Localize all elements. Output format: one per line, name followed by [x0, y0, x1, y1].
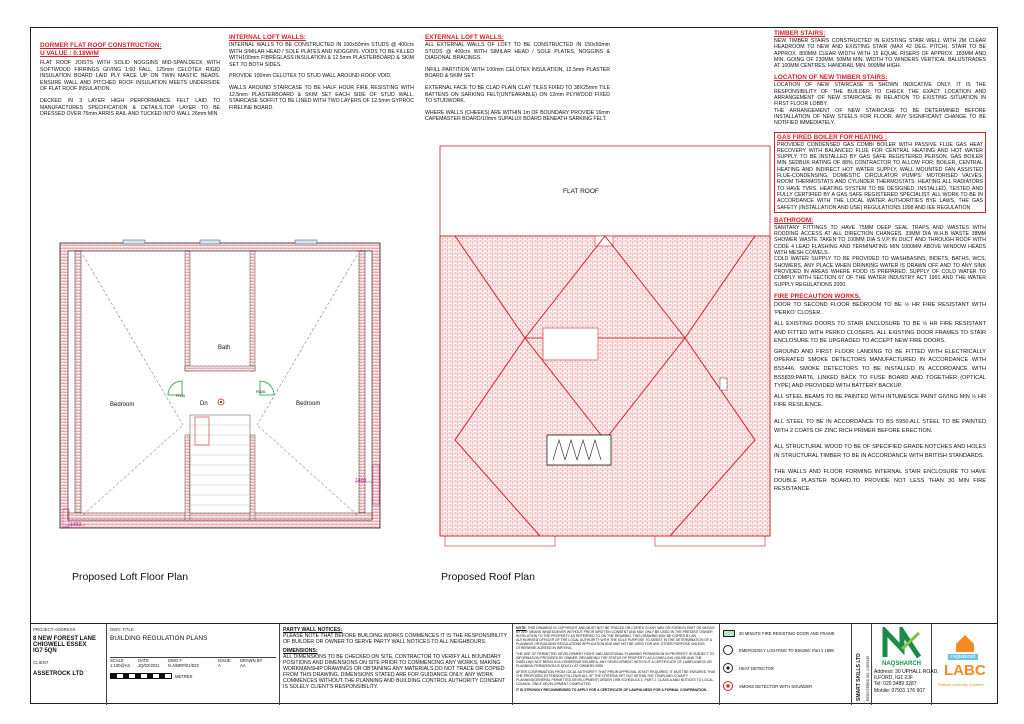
room-label-bath: Bath	[218, 345, 231, 351]
project-address-label: PROJECT ADDRESS	[33, 627, 76, 632]
company-cell	[872, 624, 939, 705]
logo-text: NAQSHARCH	[882, 661, 921, 667]
company-mobile: Mobile: 07931 176 907	[874, 687, 925, 694]
external-walls-title: EXTERNAL LOFT WALLS:	[425, 34, 505, 41]
dwg-title: BUILDING REGULATION PLANS	[110, 635, 208, 642]
issue-label: ISSUE	[218, 658, 231, 663]
legend-item: SMOKE DETECTOR WITH SOUNDER	[739, 683, 813, 689]
flat-roof-label: FLAT ROOF	[563, 188, 599, 195]
room-label-bedroom: Bedroom	[296, 401, 321, 407]
smoke-detector-legend-icon	[723, 681, 733, 691]
room-label-bedroom: Bedroom	[110, 402, 135, 408]
fire-door-label: FD30	[176, 394, 186, 398]
naqsharch-logo	[881, 627, 923, 661]
fire-paragraph: ALL STRUCTURAL WOOD TO BE OF SPECIFIED GRADE.NOTCHES AND HOLES IN STRUCTURAL TIMBER TO BE IN ACCORDANCE WITH BRITISH STANDARDS.	[774, 444, 986, 459]
scale-value: 1:100@A3	[110, 663, 130, 668]
staircase	[190, 415, 250, 513]
dwg-no-label: DWG #	[168, 658, 182, 663]
boiler-box	[774, 132, 986, 213]
dwg-title-label: DWG TITLE	[110, 627, 134, 632]
labc-badge: registered	[948, 654, 978, 660]
legend-cell	[720, 624, 852, 705]
fire-door-label: FD30	[256, 390, 266, 394]
location-paragraph: THE ARRANGEMENT OF NEW STAIRCASE TO BE DETERMINED BEFORE INSTALLATION OF NEW STEELS FOR FLOOR. ANY SIGNIFICANT CHANGE TO BE NOTIFIED IMMEDIATELY.	[774, 107, 986, 127]
note-text: THE USE OF PERMITTED DEVELOPMENT RIGHT AND ADDITIONAL PLANNING PERMISSION IN PROPERTY IS SUBJECT TO INFORMATION PROVIDED BY OWNER. REGARDING THE STATUS OF PROPERTY AS A DWELLING HOUSE AND THE DWELLING NOT BEING IN A CONSERVATION AREA. ANY DEVELOPMENT WITH OUT A CERTIFICATE OF LAWFULNESS OR PLANNING PERMISSION IS SOLELY AT OWNERS RISK.	[516, 652, 715, 668]
stair-dn-label: Dn	[200, 401, 208, 407]
legend-item: EMERGENCY LIGHTING TO BS5266: Part 1 1988	[739, 647, 834, 653]
issue-value: A	[218, 663, 221, 668]
note-text: THIS DRAWING IS COPYRIGHT AND MUST NOT BE TRACED OR COPIED IN ANY WAY OR FORM IN PART OR WHOLE BY ANY MEANS WHATSOEVER WITHOUT PRIOR WRITTEN CONSENT AND MAY ONLY BE USED IN THE PRESENT OWNER IN RELATION TO THE PROPERTY AS REFERRED TO ON THE DRAWING. THIS DRAWING MAY BE COPIED BY AN AUTHORISED OFFICER OF THE LOCAL AUTHORITY WITH THE SOLE PURPOSE TO ASSIST IN THE DETERMINATION OF A PLANNING OR BUILDING REGULATIONS APPLICATION AND MAY NOT BE USED FOR ANY OTHER PURPOSE UNLESS OTHERWISE AGREED IN WRITING.	[516, 626, 715, 650]
roof-plan	[425, 140, 775, 550]
fire-paragraph: ALL EXISTING DOORS TO STAIR ENCLOSURE TO BE ½ HR FIRE RESISTANT AND FITTED WITH PERKO CLOSERS. ALL EXISTING DOOR FRAMES TO STAIR ENCLOSURE TO BE UPGRADED TO ACCEPT NEW FIRE DOORS.	[774, 320, 986, 345]
date-value: JQ/02/2021	[138, 663, 160, 668]
drawing-info-cell	[107, 624, 280, 705]
location-paragraph: LOCATION OF NEW STAIRCASE IS SHOWN INDICATIVE ONLY. IT IS THE RESPONSIBILITY OF THE BUILDER TO CHECK THE EXACT LOCATION AND ARRANGEMENT OF NEW STAIRCASE IN RELATION TO EXISTING SITUATION IN FIRST FLOOR LOBBY.	[774, 82, 986, 108]
external-walls-notes	[425, 34, 610, 128]
external-walls-paragraph: WHERE WALLS (CHEEKS) ARE WITHIN 1m OF BOUNDARY PROVIDE 16mm CAPEMASTER BOARD/10mm SUPALUX BOARD BENEATH SARKING FELT.	[425, 109, 610, 123]
labc-house-icon	[954, 632, 976, 654]
labc-logo	[938, 632, 992, 694]
boiler-paragraph: PROVIDED CONDENSED GAS COMBI BOILER WITH PASSIVE FLUE GAS HEAT RECOVERY WITH BALANCED FLUE FOR CENTRAL HEATING AND HOT WATER SUPPLY. TO BE INSTALLED BY GAS SAFE REGISTERED PERSON. GAS BOILER MIN SEDBUK RATING OF 88% CONTRACTOR TO ALLOW FOR; BOILER, CENTRAL HEATING AND INDIRECT HOT WATER SUPPLY, WALL MOUNTED FAN ASSISTED FLUE-CONDENSING, DOMESTIC CIRCULATOR PUMPS: MOTORISED VALVES, ROOM THERMOSTATS AND CYLINDER THERMOSTATS. HEATING ALL RADIATORS TO HAVE TVRS. HEATING SYSTEM TO BE DESIGNED, INSTALLED, TESTED AND FULLY CERTIFIED BY A GAS SAFE REGISTERED SPECIALIST. ALL WORK TO BE IN ACCORDANCE WITH THE LOCAL WATER AUTHORITIES BYE LAWS, THE GAS SAFETY (INSTALLATION AND USE) REGULATIONS 1998 AND IEE REGULATION	[777, 141, 983, 211]
flat-roof-area	[440, 146, 770, 236]
dormer-paragraph: DECKED IN 3 LAYER HIGH PERFORMANCE FELT LAID TO MANUFACTURES SPECIFICATION & DETAILS.TOP LAYER TO BE DRESSED OVER 75mm ARRIS RAIL AND TUCKED INTO WALL 26mm MIN	[40, 97, 220, 118]
dimension-label: 1400	[355, 478, 367, 484]
legend-item: HEAT DETECTOR	[739, 665, 774, 671]
boiler-title: GAS FIRED BOILER FOR HEATING :	[777, 133, 887, 141]
party-wall-text: PLEASE NOTE THAT BEFORE BUILDING WORKS COMMENCES IT IS THE RESPONSIBILITY OF BUILDER OR OWNER TO SERVE PARTY WALL NOTICES TO ALL NEIGHBOURS.	[283, 633, 507, 645]
cheek-wall	[359, 251, 365, 513]
dormer-title: DORMER FLAT ROOF CONSTRUCTION:	[40, 42, 162, 49]
fire-paragraph: DOOR TO SECOND FLOOR BEDROOM TO BE ½ HR FIRE RESISTANT WITH 'PERKO' CLOSER.	[774, 301, 986, 317]
emergency-light-icon	[723, 645, 733, 655]
project-cell	[30, 624, 107, 705]
internal-walls-paragraph: WALLS AROUND STAIRCASE TO BE HALF HOUR FIRE RESISTING WITH 12.5mm PLASTERBOARD & SKIM SET EACH SIDE OF STUD WALL. STAIRCASE SOFFIT TO BE LINED WITH TWO LAYERS OF 12.5mm GYPROC FIRELINE BOARD.	[229, 84, 414, 111]
note-text: AFTER CONFIRMATION FROM LOCAL AUTHORITY THAT PRIOR APPROVAL IS NOT REQUIRED, IT MUST BE ENSURED THAT THE PROPOSED EXTENSION FOLLOWS ALL OF THE CRITERIA SET OUT WITHIN THE TOWN AND COUNTY PLANNING(GENERAL PERMITTED DEVELOPMENT) ORDER 1995 SCHEDULE 2, PART 1, CLASS A AND NOTICES TO LOCAL COUNCIL ONCE DEVELOPMENT COMPLETED.	[516, 670, 716, 686]
internal-walls-paragraph: PROVIDE 100mm CELOTEX TO STUD WALL AROUND ROOF VOID.	[229, 73, 392, 80]
fire-title: FIRE PRECAUTION WORKS.	[774, 292, 861, 300]
loft-plan-title: Proposed Loft Floor Plan	[72, 571, 189, 583]
company-address: Address: 30 UPHALL ROAD,	[874, 669, 939, 675]
company-name-vertical: SMART SKILLS LTD	[856, 653, 862, 701]
drawn-by-label: DRAWN BY	[240, 658, 263, 663]
dimension-label: 1400	[70, 522, 82, 528]
note-cell	[513, 624, 720, 705]
address-line: IG7 5QN	[33, 648, 57, 654]
internal-wall	[185, 251, 190, 371]
internal-walls-title: INTERNAL LOFT WALLS:	[229, 34, 306, 41]
dormer-notes	[40, 42, 220, 123]
stairs-paragraph: NEW TIMBER STAIRS CONSTRUCTED IN EXISTING STAIR WELL WITH 2M CLEAR HEADROOM TO NEW AND EXISTING STAIR (MAX 42 DEG. PITCH). STAIR TO BE APPROX. 800MM CLEAR WIDTH WITH 15 EQUAL RISERS OF APPROX. 183MM AND MIN. GOING OF 230MM. 50MM MIN. WIDTH TO WINDERS VERTICAL BALUSTRADES AT 100MM CENTRES. HANDRAIL MIN. 900MM HIGH.	[774, 38, 986, 70]
dormer-uvalue: U VALUE : 0.18W/M	[40, 50, 99, 57]
fire-paragraph: ALL STEEL TO BE IN ACCORDANCE TO BS 5950.ALL STEEL TO BE PAINTED WITH 2 COATS OF ZINC RICH PRIMER BEFORE ERECTION.	[774, 418, 986, 434]
company-address: ILFORD, IG1 2JF	[874, 675, 913, 682]
bathroom-paragraph: COLD WATER SUPPLY TO BE PROVIDED TO WASHBASINS, BIDETS, BATHS, WCS, SHOWERS, ANY PLACE WHEN DRINKING WATER IS DRAWN OFF AND TO ANY SINK PROVIDED IN AREAS WHERE FOOD IS PREPARED. SUPPLY OF COLD WATER TO COMPLY WITH SECTION 67 OF THE WATER INDUSTRY ACT 1991 AND THE WATER SUPPLY REGULATIONS 2000.	[774, 256, 986, 288]
address-line: 8 NEW FOREST LANE	[33, 636, 97, 642]
date-label: DATE	[138, 658, 149, 663]
external-walls-paragraph: INFILL PARTITION WITH 100mm CELOTEX INSULATION, 12.5mm PLASTER BOARD & SKIM SET.	[425, 66, 610, 80]
labc-cell	[932, 624, 998, 705]
right-notes	[774, 30, 986, 499]
labc-text: LABC	[944, 662, 986, 679]
scale-label: SCALE	[110, 658, 124, 663]
company-vertical-cell	[852, 624, 872, 705]
note-title: NOTE:	[516, 626, 527, 630]
fire-door-icon	[723, 630, 735, 637]
title-block	[30, 623, 998, 705]
client-name: ASSETROCK LTD	[33, 671, 84, 677]
fire-paragraph: THE WALLS AND FLOOR FORMING INTERNAL STAIR ENCLOSURE TO HAVE DOUBLE PLASTER BOARD.TO PROVIDE NOT LESS THAN 30 MIN FIRE RESISTANCE.	[774, 469, 986, 493]
external-walls-paragraph: EXTERNAL FACE TO BE CLAD PLAIN CLAY TILES FIXED TO 38X25mm TILE BATTENS ON SARKING FELT(UNTEARABLE) ON 12mm PLYWOOD FIXED TO STUDWORK.	[425, 84, 610, 105]
loft-floor-plan	[55, 235, 385, 540]
fire-paragraph: GROUND AND FIRST FLOOR LANDING TO BE FITTED WITH ELECTRICALLY OPERATED SMOKE DETECTORS MANUFACTURED IN ACCORDANCE WITH BS5446. SMOKE DETECTORS TO BE INSTALLED IN ACCORDANCE WITH BS5839:PART6, LINKED BACK TO FUSE BOARD AND TOGETHER (OPTICAL TYPE) AND PROVIDED WITH BATTERY BACKUP.	[774, 348, 986, 390]
stairs-title: TIMBER STAIRS:	[774, 30, 826, 37]
scale-bar-label: METRES	[175, 673, 193, 679]
party-wall-cell	[280, 624, 513, 705]
fire-paragraph: ALL STEEL BEAMS TO BE PAINTED WITH INTUMESCE PAINT GIVING MIN ½ HR FIRE RESILIENCE.	[774, 393, 986, 409]
dimensions-text: ALL DIMENSIONS TO BE CHECKED ON SITE. CONTRACTOR TO VERIFY ALL BOUNDARY POSITIONS AND DIMENSIONS ON SITE PRIOR TO COMMENCING ANY WORKS, MAKING WORKMANSHIP DRAWINGS OR OBTAINING ANY MATERIALS.DO NOT TRACE OR COPIED FROM THIS DRAWING. DIMENSIONS STATED ARE FOR GUIDANCE ONLY. ANY WORK COMMENCES WITHOUT THE PLANNING AND BUILDING CONTROL AUTHORITY CONSENT IS SOLELY CLIENT'S RESPONSIBILITY.	[283, 654, 505, 690]
bathroom-title: BATHROOM:	[774, 216, 814, 224]
external-walls-paragraph: ALL EXTERNAL WALLS OF LOFT TO BE CONSTRUCTED IN 150x50mm STUDS @ 400crs WITH SIMILAR HEAD / SOLE PLATES, NOGGINS & DIAGONAL BRACINGS.	[425, 42, 610, 62]
cheek-wall	[75, 251, 81, 513]
rooflight	[543, 328, 598, 360]
bathroom-paragraph: SANITARY FITTINGS TO HAVE 75MM DEEP SEAL TRAPS AND WASTES WITH RODDING ACCESS AT ALL DIRECTION CHANGES. 33MM DIA W.H.B WASTE 38MM SHOWER WASTE TAKEN TO 100MM DIA S.V.P IN DUCT AND THROUGH ROOF WITH CODE 4 LEAD FLASHING AND TERMINATING MIN 1000MM ABOVE WINDOW HEADS WITH MESH COWELS.	[774, 224, 986, 257]
location-title: LOCATION OF NEW TIMBER STAIRS:	[774, 74, 888, 82]
internal-walls-notes	[229, 34, 414, 116]
drawn-by-value: AA	[240, 663, 246, 668]
dormer-paragraph: FLAT ROOF JOISTS WITH SOLID NOGGINS MID-SPAN.DECK WITH SOFTWOOD FIRRINGS GIVING 1:60 FALL, 125mm CELOTEX RIGID INSULATION BOARD LAID PLY FACE UP ON TWIN MASTIC BEADS. ENSURE WALL AND PITCHED ROOF INSULATION MEETS UNDERSIDE OF FLAT ROOF INSULATION.	[40, 60, 220, 93]
note-text: IT IS STRONGLY RECOMMENDED TO APPLY FOR A CERTIFICATE OF LAWFULNESS FOR A FORMAL CONFIRMATION.	[516, 688, 708, 692]
internal-walls-paragraph: INTERNAL WALLS TO BE CONSTRUCTED IN 100x50mm STUDS @ 400crs WITH SIMILAR HEAD / SOLE PLATES AND NOGGINS. VOIDS TO BE FILLED WITH100mm FIBREGLASS INSULATION & 12.5mm PLASTERBOARD & SKIM SET TO BOTH SIDES.	[229, 42, 414, 68]
client-label: CLIENT	[33, 660, 49, 665]
dimensions-title: DIMENSIONS:	[283, 648, 318, 654]
company-tel: Tel: 020 3489 3287	[874, 681, 917, 688]
company-reg-vertical: REGISTERED NO. 10876345	[866, 655, 870, 701]
legend-item: 30 MINUTE FIRE RESISTING DOOR AND FRAME	[739, 631, 835, 636]
dormer-window	[547, 435, 611, 465]
dwg-no-value: N.A/BRP/01/023	[168, 663, 199, 668]
heat-detector-icon	[723, 663, 733, 673]
address-line: CHIGWELL ESSEX	[33, 642, 87, 648]
roof-plan-title: Proposed Roof Plan	[441, 571, 535, 583]
scale-bar	[110, 673, 276, 679]
labc-subtext: Partner Authority Scheme	[938, 682, 984, 687]
party-wall-title: PARTY WALL NOTICES:	[283, 627, 343, 633]
internal-wall	[250, 251, 255, 371]
